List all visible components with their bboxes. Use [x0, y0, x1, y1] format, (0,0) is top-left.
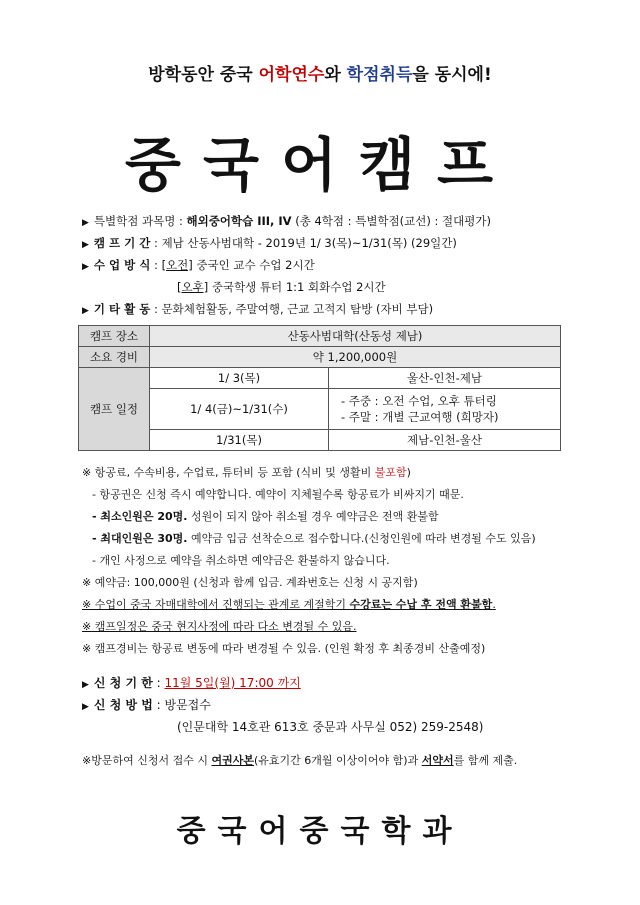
note-item: - 항공권은 신청 즉시 예약합니다. 예약이 지체될수록 항공료가 비싸지기 때문.	[92, 488, 464, 501]
deadline-value: 11월 5일(월) 17:00 까지	[164, 676, 301, 690]
headline	[0, 60, 640, 85]
table-row	[79, 430, 561, 451]
note-item: ※ 캠프일정은 중국 현지사정에 따라 다소 변경될 수 있음.	[82, 620, 357, 633]
headline-highlight-language: 어학연수	[258, 65, 325, 85]
headline-highlight-credit: 학점취득	[346, 65, 413, 85]
note-item: ※ 캠프경비는 항공료 변동에 따라 변경될 수 있음. (인원 확정 후 최종경비 산출예정)	[82, 642, 486, 655]
note-item: - 개인 사정으로 예약을 취소하면 예약금은 환불하지 않습니다.	[92, 554, 390, 567]
schedule-desc: 제남-인천-울산	[329, 430, 561, 451]
table-row	[79, 389, 561, 430]
apply-deadline: ▶ 신 청 기 한 : 11월 5일(월) 17:00 까지	[82, 676, 301, 690]
apply-address: (인문대학 14호관 613호 중문과 사무실 052) 259-2548)	[177, 720, 484, 734]
note-item: ※ 항공료, 수속비용, 수업료, 튜터비 등 포함 (식비 및 생활비 불포함)	[82, 466, 411, 479]
cost-label: 소요 경비	[79, 347, 150, 368]
triangle-right-icon: ▶	[82, 218, 89, 228]
schedule-label: 캠프 일정	[79, 368, 150, 451]
apply-method: ▶ 신 청 방 법 : 방문접수	[82, 698, 211, 712]
cost-value: 약 1,200,000원	[150, 347, 561, 368]
table-row	[79, 368, 561, 389]
info-etc: ▶ 기 타 활 동 : 문화체험활동, 주말여행, 근교 고적지 탐방 (자비 부담)	[82, 302, 434, 316]
info-method-pm: [오후] 중국학생 튜터 1:1 회화수업 2시간	[177, 280, 386, 294]
place-label: 캠프 장소	[79, 326, 150, 347]
table-row	[79, 347, 561, 368]
note-item: - 최대인원은 30명. 예약금 입금 선착순으로 접수합니다.(신청인원에 따라 변경될 수도 있음)	[92, 532, 536, 545]
triangle-right-icon: ▶	[82, 680, 89, 690]
table-row	[79, 326, 561, 347]
headline-text: 을 동시에!	[412, 65, 492, 85]
info-section	[82, 210, 602, 320]
place-value: 산동사범대학(산동성 제남)	[150, 326, 561, 347]
page-title: 중국어캠프	[124, 131, 516, 199]
note-item: ※ 예약금: 100,000원 (신청과 함께 입금. 계좌번호는 신청 시 공지함)	[82, 576, 418, 589]
triangle-right-icon: ▶	[82, 306, 89, 316]
triangle-right-icon: ▶	[82, 702, 89, 712]
apply-section	[82, 672, 602, 738]
triangle-right-icon: ▶	[82, 262, 89, 272]
schedule-desc: - 주중 : 오전 수업, 오후 튜터링 - 주말 : 개별 근교여행 (희망자)	[329, 389, 561, 430]
camp-table	[78, 325, 561, 451]
schedule-date: 1/ 3(목)	[150, 368, 329, 389]
notes-section	[82, 462, 602, 660]
schedule-desc: 울산-인천-제남	[329, 368, 561, 389]
special-course-name: 해외중어학습 III, IV	[186, 214, 292, 228]
schedule-date: 1/ 4(금)~1/31(수)	[150, 389, 329, 430]
triangle-right-icon: ▶	[82, 240, 89, 250]
note-item: ※ 수업이 중국 자매대학에서 진행되는 관계로 계절학기 수강료는 수납 후 전액 환불함.	[82, 598, 496, 611]
info-special-credit: ▶ 특별학점 과목명 : 해외중어학습 III, IV (총 4학점 : 특별학점(교선) : 절대평가)	[82, 214, 491, 228]
note-item: - 최소인원은 20명. 성원이 되지 않아 취소될 경우 예약금은 전액 환불함	[92, 510, 439, 523]
schedule-date: 1/31(목)	[150, 430, 329, 451]
info-method: ▶ 수 업 방 식 : [오전] 중국인 교수 수업 2시간	[82, 258, 315, 272]
submission-note: ※방문하여 신청서 접수 시 여권사본(유효기간 6개월 이상이어야 함)과 서약서를 함께 제출.	[82, 754, 518, 767]
department-name: 중국어중국학과	[176, 814, 464, 849]
headline-text: 방학동안 중국	[148, 65, 259, 85]
info-period: ▶ 캠 프 기 간 : 제남 산동사범대학 - 2019년 1/ 3(목)~1/31(목) (29일간)	[82, 236, 457, 250]
headline-text: 와	[324, 65, 347, 85]
